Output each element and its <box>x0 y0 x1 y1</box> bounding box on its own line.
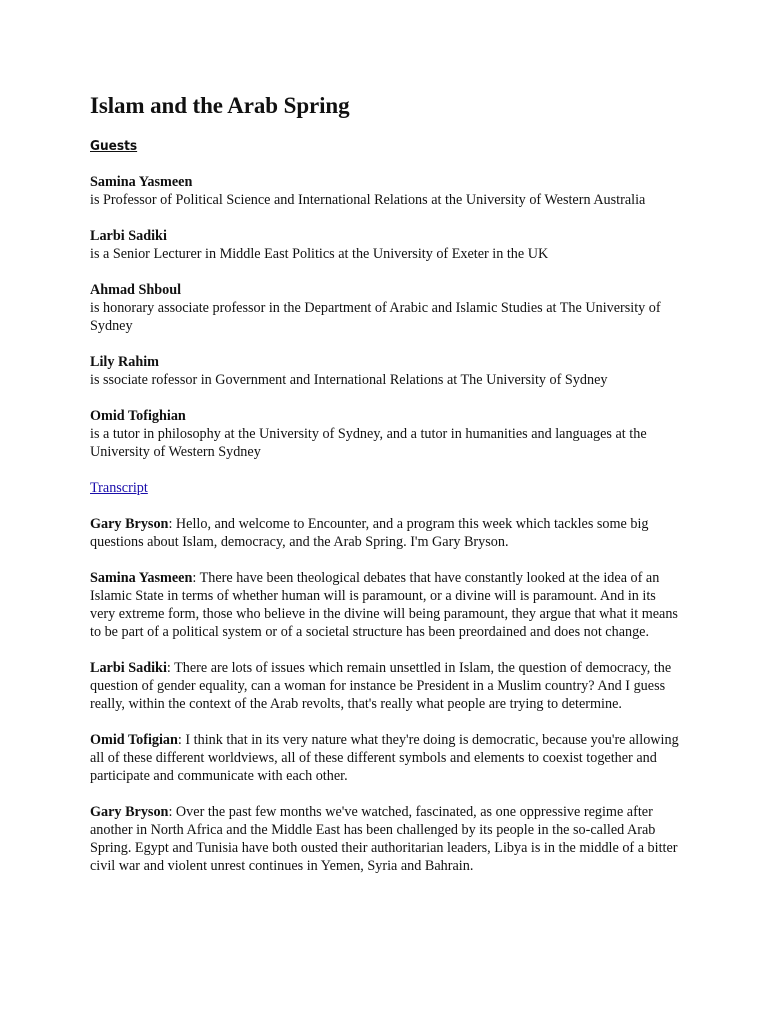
speaker-text: : Hello, and welcome to Encounter, and a program this week which tackles some big questions about Islam, democracy, and the Arab Spring. I'm Gary Bryson. <box>90 516 649 550</box>
guest-entry <box>90 353 682 389</box>
guest-name: Samina Yasmeen <box>90 174 193 190</box>
speaker-name: Larbi Sadiki <box>90 660 167 676</box>
transcript-body <box>90 515 682 875</box>
guest-description: is honorary associate professor in the Department of Arabic and Islamic Studies at The University of Sydney <box>90 300 661 334</box>
transcript-paragraph <box>90 659 682 713</box>
guest-entry <box>90 173 682 209</box>
transcript-paragraph <box>90 569 682 641</box>
speaker-name: Omid Tofigian <box>90 732 178 748</box>
transcript-paragraph <box>90 731 682 785</box>
transcript-paragraph <box>90 803 682 875</box>
speaker-text: : I think that in its very nature what they're doing is democratic, because you're allowing all of these different worldviews, all of these different symbols and elements to coexist together and participate and communicate with each other. <box>90 732 679 784</box>
guest-entry <box>90 281 682 335</box>
speaker-name: Samina Yasmeen <box>90 570 193 586</box>
speaker-name: Gary Bryson <box>90 516 169 532</box>
speaker-name: Gary Bryson <box>90 804 169 820</box>
guest-name: Lily Rahim <box>90 354 159 370</box>
guest-name: Ahmad Shboul <box>90 282 182 298</box>
guests-heading: Guests <box>90 138 138 154</box>
document-page <box>90 91 682 893</box>
page-title: Islam and the Arab Spring <box>90 93 350 118</box>
guest-list <box>90 173 682 461</box>
guest-description: is a tutor in philosophy at the University of Sydney, and a tutor in humanities and languages at the University of Western Sydney <box>90 426 647 460</box>
guest-description: is Professor of Political Science and International Relations at the University of Western Australia <box>90 192 646 208</box>
guest-entry <box>90 407 682 461</box>
guest-name: Omid Tofighian <box>90 408 186 424</box>
speaker-text: : Over the past few months we've watched, fascinated, as one oppressive regime after another in North Africa and the Middle East has been challenged by its people in the so-called Arab Spring. Egypt and Tunisia have both ousted their authoritarian leaders, Libya is in the middle of a bitter civil war and violent unrest continues in Yemen, Syria and Bahrain. <box>90 804 678 874</box>
guest-description: is a Senior Lecturer in Middle East Politics at the University of Exeter in the UK <box>90 246 549 262</box>
transcript-paragraph <box>90 515 682 551</box>
guest-name: Larbi Sadiki <box>90 228 167 244</box>
speaker-text: : There have been theological debates that have constantly looked at the idea of an Islamic State in terms of whether human will is paramount, or a divine will is paramount. And in its very extreme form, those who believe in the divine will being paramount, they argue that what it means to be part of a political system or of a societal structure has been preordained and does not change. <box>90 570 678 640</box>
speaker-text: : There are lots of issues which remain unsettled in Islam, the question of democracy, the question of gender equality, can a woman for instance be President in a Muslim country? And I guess really, within the context of the Arab revolts, that's really what people are trying to determine. <box>90 660 672 712</box>
transcript-link[interactable]: Transcript <box>90 480 148 496</box>
guest-description: is ssociate rofessor in Government and International Relations at The University of Sydney <box>90 372 608 388</box>
guest-entry <box>90 227 682 263</box>
